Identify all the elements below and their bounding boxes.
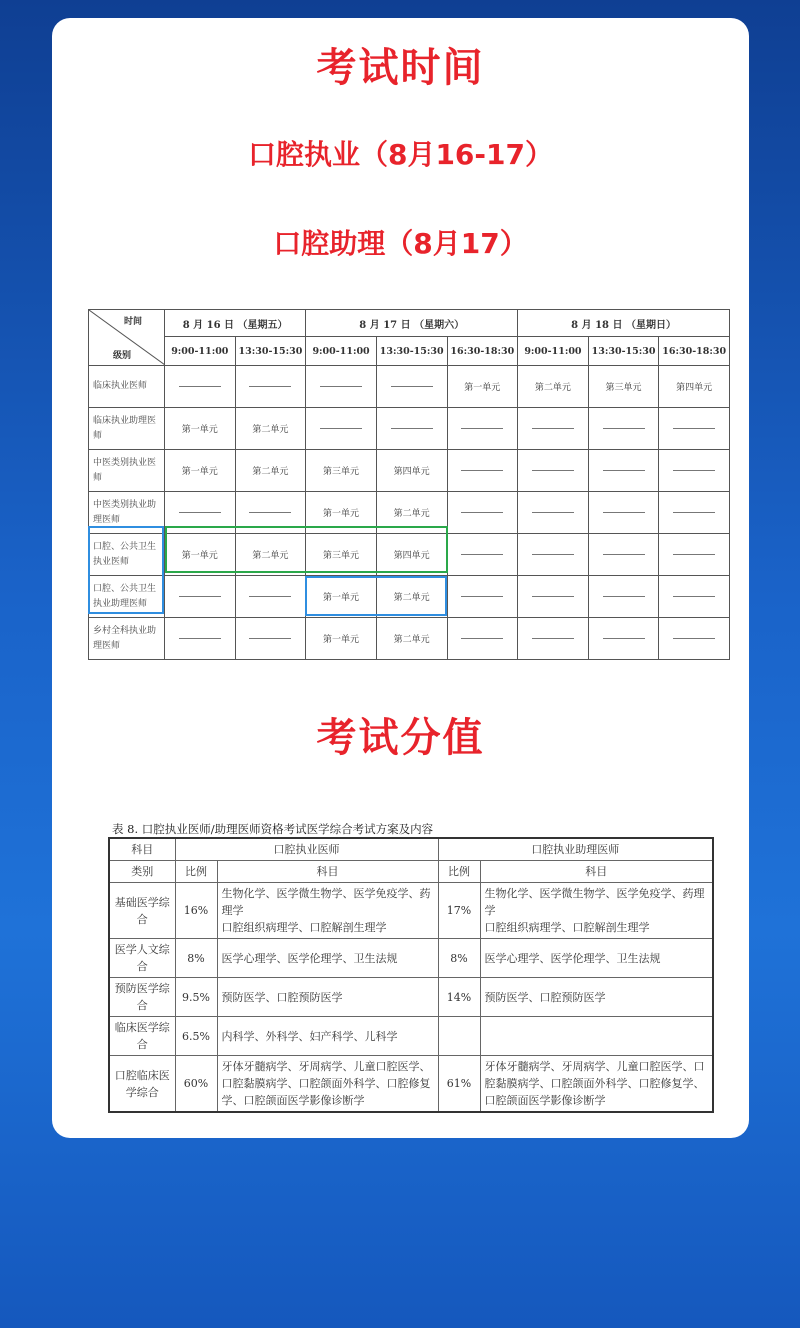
- time-slot-header: 9:00-11:00: [306, 337, 377, 366]
- dash-line: [603, 428, 645, 429]
- exam-level-label: 中医类别执业助理医师: [89, 492, 165, 534]
- dash-line: [179, 386, 221, 387]
- group-practicing-header: 口腔执业医师: [175, 838, 438, 861]
- dash-line: [673, 638, 715, 639]
- exam-level-label: 临床执业助理医师: [89, 408, 165, 450]
- score-row: [109, 1017, 713, 1056]
- time-slot-header: 9:00-11:00: [165, 337, 236, 366]
- oral-assistant-subtitle: 口腔助理（8月17）: [273, 227, 528, 260]
- score-table-caption: 表 8. 口腔执业医师/助理医师资格考试医学综合考试方案及内容: [112, 822, 434, 836]
- dash-line: [603, 470, 645, 471]
- ratio-cell: 14%: [438, 978, 480, 1017]
- dash-line: [673, 512, 715, 513]
- day-header: 8 月 16 日 （星期五）: [165, 310, 306, 337]
- unit-cell: 第一单元: [165, 534, 236, 576]
- dash-line: [461, 470, 503, 471]
- dash-line: [532, 596, 574, 597]
- time-slot-header: 16:30-18:30: [659, 337, 730, 366]
- ratio-header: 比例: [175, 861, 217, 883]
- empty-cell: [588, 492, 659, 534]
- dash-line: [532, 554, 574, 555]
- unit-cell: 第二单元: [235, 534, 306, 576]
- oral-practicing-subtitle: 口腔执业（8月16-17）: [247, 138, 554, 171]
- unit-cell: 第四单元: [659, 366, 730, 408]
- unit-cell: 第二单元: [376, 576, 447, 618]
- subject-header: 科目: [480, 861, 713, 883]
- dash-line: [391, 386, 433, 387]
- empty-cell: [659, 618, 730, 660]
- empty-cell: [306, 408, 377, 450]
- unit-cell: 第四单元: [376, 450, 447, 492]
- empty-cell: [447, 450, 518, 492]
- schedule-row: [89, 450, 730, 492]
- subjects-cell: 预防医学、口腔预防医学: [217, 978, 438, 1017]
- ratio-cell: 61%: [438, 1056, 480, 1113]
- time-slot-header: 13:30-15:30: [376, 337, 447, 366]
- dash-line: [249, 596, 291, 597]
- dash-line: [179, 512, 221, 513]
- empty-cell: [165, 366, 236, 408]
- dash-line: [603, 638, 645, 639]
- time-slot-header: 13:30-15:30: [235, 337, 306, 366]
- dash-line: [320, 386, 362, 387]
- unit-cell: 第二单元: [376, 618, 447, 660]
- unit-cell: 第三单元: [306, 534, 377, 576]
- time-slot-header: 9:00-11:00: [518, 337, 589, 366]
- unit-cell: 第二单元: [376, 492, 447, 534]
- unit-cell: 第一单元: [165, 408, 236, 450]
- empty-cell: [235, 366, 306, 408]
- dash-line: [391, 428, 433, 429]
- dash-line: [532, 428, 574, 429]
- empty-cell: [659, 408, 730, 450]
- empty-cell: [235, 618, 306, 660]
- subjects-cell: 预防医学、口腔预防医学: [480, 978, 713, 1017]
- ratio-cell: 17%: [438, 883, 480, 939]
- empty-cell: [447, 408, 518, 450]
- subject-header: 科目: [217, 861, 438, 883]
- dash-line: [461, 428, 503, 429]
- dash-line: [673, 554, 715, 555]
- exam-level-label: 临床执业医师: [89, 366, 165, 408]
- empty-cell: [659, 576, 730, 618]
- empty-cell: [518, 618, 589, 660]
- dash-line: [249, 512, 291, 513]
- subjects-cell: 生物化学、医学微生物学、医学免疫学、药理学 口腔组织病理学、口腔解剖生理学: [217, 883, 438, 939]
- dash-line: [461, 596, 503, 597]
- dash-line: [320, 428, 362, 429]
- score-table: [108, 837, 714, 1113]
- dash-line: [673, 470, 715, 471]
- empty-cell: [306, 366, 377, 408]
- ratio-cell: 6.5%: [175, 1017, 217, 1056]
- schedule-corner-cell: [89, 310, 165, 366]
- ratio-cell: 9.5%: [175, 978, 217, 1017]
- empty-cell: [588, 534, 659, 576]
- unit-cell: 第一单元: [306, 576, 377, 618]
- dash-line: [249, 386, 291, 387]
- dash-line: [603, 596, 645, 597]
- empty-cell: [447, 492, 518, 534]
- empty-cell: [588, 408, 659, 450]
- empty-cell: [518, 492, 589, 534]
- subjects-cell: 医学心理学、医学伦理学、卫生法规: [480, 939, 713, 978]
- category-cell: 口腔临床医学综合: [109, 1056, 175, 1113]
- dash-line: [461, 554, 503, 555]
- schedule-row: [89, 618, 730, 660]
- corner-time-label: 时间: [123, 317, 142, 327]
- category-cell: 基础医学综合: [109, 883, 175, 939]
- empty-cell: [447, 576, 518, 618]
- unit-cell: 第二单元: [235, 408, 306, 450]
- dash-line: [673, 596, 715, 597]
- content-card: [52, 18, 749, 1138]
- unit-cell: 第一单元: [306, 492, 377, 534]
- empty-cell: [165, 618, 236, 660]
- dash-line: [603, 512, 645, 513]
- head-subject: 科目: [109, 838, 175, 861]
- dash-line: [532, 638, 574, 639]
- category-cell: 临床医学综合: [109, 1017, 175, 1056]
- empty-cell: [588, 576, 659, 618]
- subjects-cell: 内科学、外科学、妇产科学、儿科学: [217, 1017, 438, 1056]
- ratio-cell: 16%: [175, 883, 217, 939]
- empty-cell: [447, 534, 518, 576]
- score-row: [109, 1056, 713, 1113]
- dash-line: [249, 638, 291, 639]
- schedule-row: [89, 408, 730, 450]
- unit-cell: 第三单元: [588, 366, 659, 408]
- unit-cell: 第三单元: [306, 450, 377, 492]
- ratio-cell: 8%: [438, 939, 480, 978]
- head-category: 类别: [109, 861, 175, 883]
- practicing-highlight-box: [165, 526, 448, 573]
- subjects-cell: 牙体牙髓病学、牙周病学、儿童口腔医学、口腔黏膜病学、口腔颌面外科学、口腔修复学、口腔颌面医学影像诊断学: [217, 1056, 438, 1113]
- empty-cell: [235, 576, 306, 618]
- day-header: 8 月 18 日 （星期日）: [518, 310, 730, 337]
- empty-cell: [588, 450, 659, 492]
- exam-level-label: 中医类别执业医师: [89, 450, 165, 492]
- unit-cell: 第一单元: [306, 618, 377, 660]
- subjects-cell: 医学心理学、医学伦理学、卫生法规: [217, 939, 438, 978]
- dash-line: [179, 596, 221, 597]
- subjects-cell: [480, 1017, 713, 1056]
- dash-line: [461, 638, 503, 639]
- exam-level-label: 口腔、公共卫生执业医师: [89, 534, 165, 576]
- empty-cell: [447, 618, 518, 660]
- empty-cell: [518, 576, 589, 618]
- empty-cell: [659, 534, 730, 576]
- score-row: [109, 939, 713, 978]
- unit-cell: 第四单元: [376, 534, 447, 576]
- dash-line: [179, 638, 221, 639]
- unit-cell: 第二单元: [235, 450, 306, 492]
- unit-cell: 第一单元: [165, 450, 236, 492]
- empty-cell: [588, 618, 659, 660]
- empty-cell: [659, 492, 730, 534]
- empty-cell: [518, 408, 589, 450]
- time-slot-header: 16:30-18:30: [447, 337, 518, 366]
- exam-score-title: 考试分值: [316, 715, 485, 761]
- schedule-row: [89, 366, 730, 408]
- time-slot-header: 13:30-15:30: [588, 337, 659, 366]
- empty-cell: [376, 366, 447, 408]
- exam-time-title: 考试时间: [316, 45, 485, 91]
- dash-line: [532, 512, 574, 513]
- empty-cell: [376, 408, 447, 450]
- oral-rows-highlight-box: [88, 526, 164, 614]
- dash-line: [603, 554, 645, 555]
- subjects-cell: 生物化学、医学微生物学、医学免疫学、药理学 口腔组织病理学、口腔解剖生理学: [480, 883, 713, 939]
- ratio-header: 比例: [438, 861, 480, 883]
- unit-cell: 第一单元: [447, 366, 518, 408]
- score-row: [109, 883, 713, 939]
- empty-cell: [165, 576, 236, 618]
- empty-cell: [659, 450, 730, 492]
- category-cell: 医学人文综合: [109, 939, 175, 978]
- dash-line: [673, 428, 715, 429]
- empty-cell: [518, 534, 589, 576]
- ratio-cell: [438, 1017, 480, 1056]
- category-cell: 预防医学综合: [109, 978, 175, 1017]
- ratio-cell: 60%: [175, 1056, 217, 1113]
- corner-level-label: 级别: [113, 351, 132, 361]
- exam-level-label: 口腔、公共卫生执业助理医师: [89, 576, 165, 618]
- score-row: [109, 978, 713, 1017]
- assistant-highlight-box: [305, 576, 447, 616]
- dash-line: [532, 470, 574, 471]
- dash-line: [461, 512, 503, 513]
- empty-cell: [518, 450, 589, 492]
- exam-level-label: 乡村全科执业助理医师: [89, 618, 165, 660]
- subjects-cell: 牙体牙髓病学、牙周病学、儿童口腔医学、口腔黏膜病学、口腔颌面外科学、口腔修复学、口腔颌面医学影像诊断学: [480, 1056, 713, 1113]
- ratio-cell: 8%: [175, 939, 217, 978]
- day-header: 8 月 17 日 （星期六）: [306, 310, 518, 337]
- unit-cell: 第二单元: [518, 366, 589, 408]
- group-assistant-header: 口腔执业助理医师: [438, 838, 713, 861]
